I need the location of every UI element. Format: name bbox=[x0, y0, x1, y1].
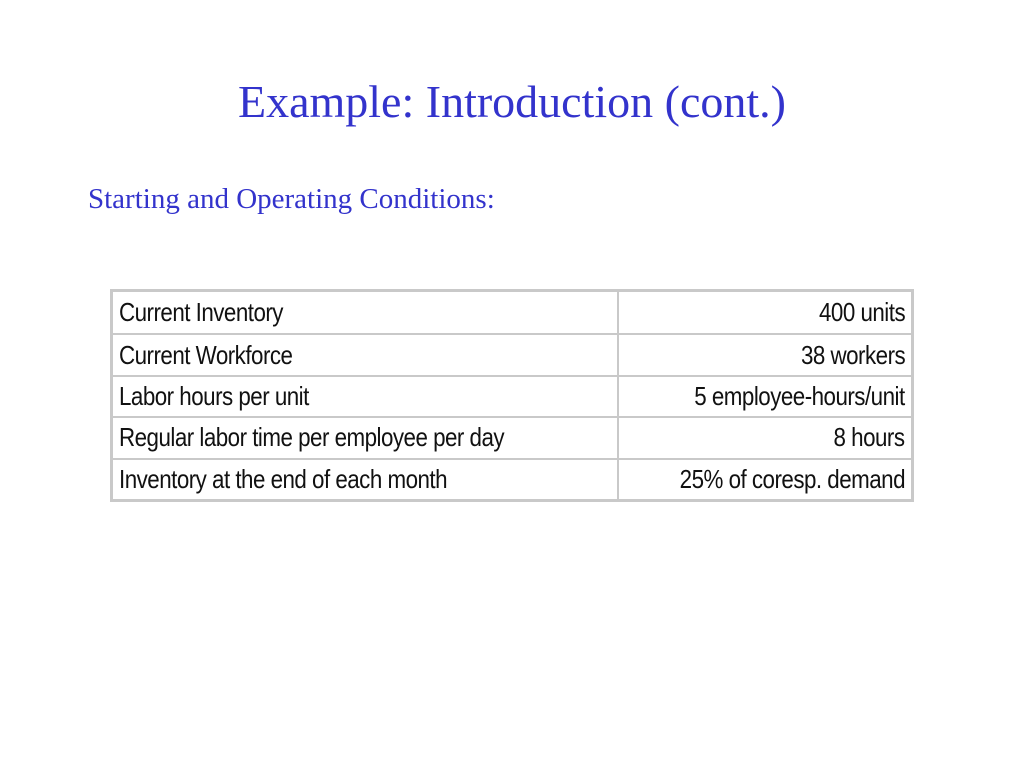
condition-label: Current Workforce bbox=[119, 339, 293, 370]
condition-value: 8 hours bbox=[834, 422, 905, 453]
condition-value: 5 employee-hours/unit bbox=[694, 380, 905, 411]
condition-value-cell bbox=[619, 416, 911, 457]
condition-label: Labor hours per unit bbox=[119, 380, 309, 411]
condition-label: Regular labor time per employee per day bbox=[119, 422, 505, 453]
table-row bbox=[113, 375, 911, 416]
conditions-table-frame bbox=[110, 289, 914, 502]
condition-label: Current Inventory bbox=[119, 297, 283, 328]
condition-value: 25% of coresp. demand bbox=[679, 463, 905, 494]
condition-label: Inventory at the end of each month bbox=[119, 463, 448, 494]
condition-label-cell bbox=[113, 333, 619, 374]
slide-title: Example: Introduction (cont.) bbox=[237, 76, 786, 127]
condition-label-cell bbox=[113, 292, 619, 333]
condition-value-cell bbox=[619, 333, 911, 374]
condition-value-cell bbox=[619, 458, 911, 499]
table-row bbox=[113, 333, 911, 374]
condition-label-cell bbox=[113, 458, 619, 499]
table-row bbox=[113, 292, 911, 333]
table-row bbox=[113, 458, 911, 499]
condition-label-cell bbox=[113, 375, 619, 416]
condition-label-cell bbox=[113, 416, 619, 457]
table-row bbox=[113, 416, 911, 457]
slide-subtitle: Starting and Operating Conditions: bbox=[88, 183, 495, 215]
condition-value-cell bbox=[619, 292, 911, 333]
condition-value-cell bbox=[619, 375, 911, 416]
condition-value: 400 units bbox=[818, 297, 905, 328]
condition-value: 38 workers bbox=[800, 339, 905, 370]
conditions-table bbox=[113, 292, 911, 499]
